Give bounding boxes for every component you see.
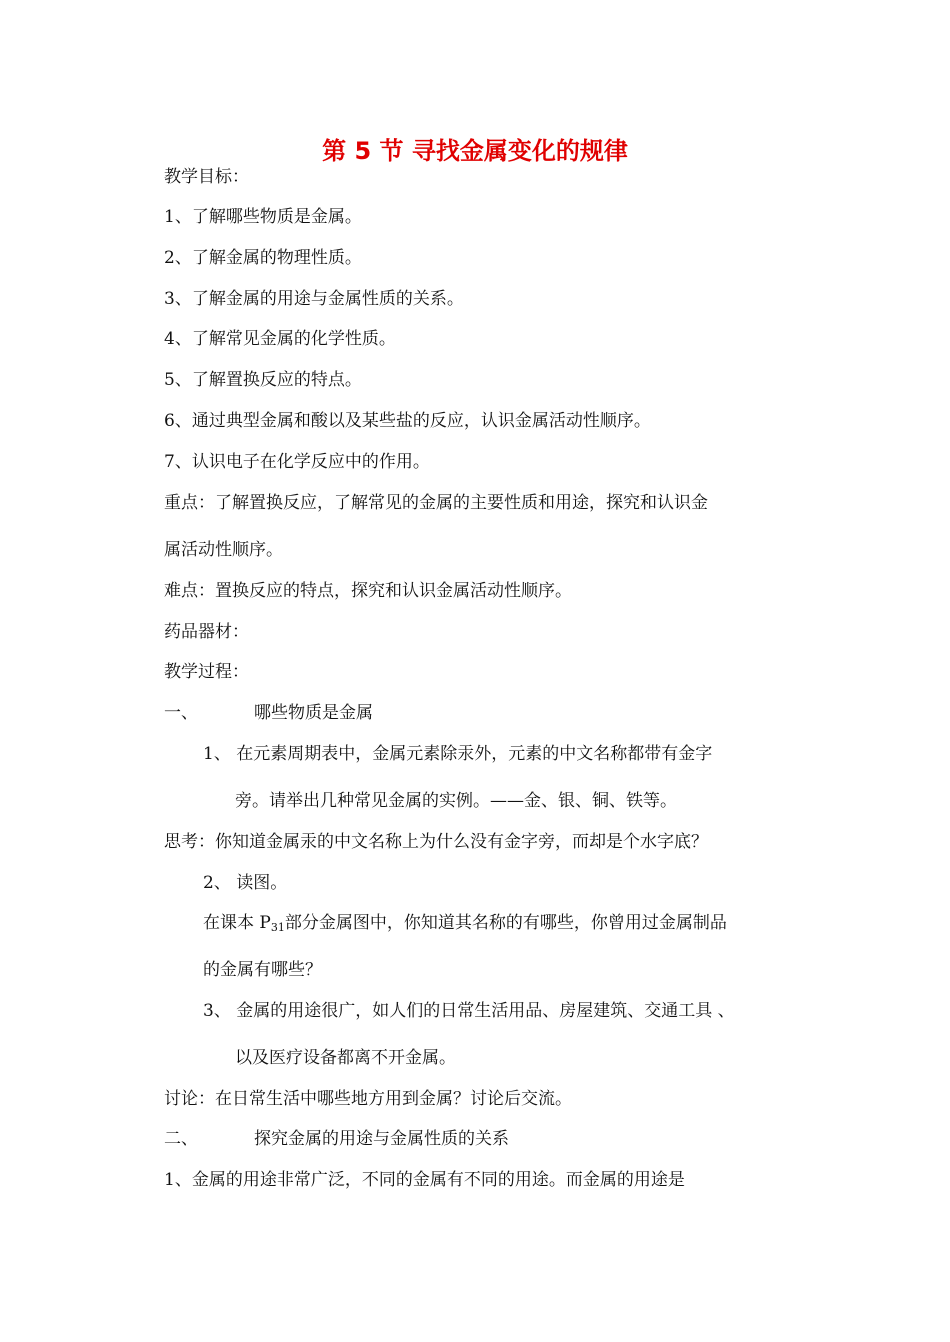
objective-6: 6、通过典型金属和酸以及某些盐的反应，认识金属活动性顺序。 [164,411,651,431]
objective-4: 4、了解常见金属的化学性质。 [164,329,396,349]
item-2-text-b: 部分金属图中，你知道其名称的有哪些，你曾用过金属制品 [284,913,727,933]
key-points-cont: 属活动性顺序。 [164,540,283,560]
section-1-number: 一、 [164,703,198,723]
process-heading: 教学过程： [164,662,249,682]
section-2-number: 二、 [164,1129,198,1149]
section-2-title: 探究金属的用途与金属性质的关系 [254,1129,509,1149]
item-2: 2、 读图。 [203,873,288,893]
page-subscript: 31 [270,921,285,934]
item-2-cont: 的金属有哪些？ [203,960,322,980]
section-2-item-1: 1、金属的用途非常广泛，不同的金属有不同的用途。而金属的用途是 [164,1170,685,1190]
item-3-cont: 以及医疗设备都离不开金属。 [235,1048,456,1068]
objective-5: 5、了解置换反应的特点。 [164,370,362,390]
item-1-cont: 旁。请举出几种常见金属的实例。——金、银、铜、铁等。 [235,791,677,811]
section-2-heading [164,1128,509,1150]
objective-3: 3、了解金属的用途与金属性质的关系。 [164,289,464,309]
document-title: 第 5 节 寻找金属变化的规律 [322,137,628,165]
item-2-text [203,912,727,939]
objectives-heading: 教学目标： [164,167,249,187]
key-points: 重点：了解置换反应，了解常见的金属的主要性质和用途，探究和认识金 [164,493,708,513]
item-3: 3、 金属的用途很广，如人们的日常生活用品、房屋建筑、交通工具 、 [203,1001,735,1021]
objective-7: 7、认识电子在化学反应中的作用。 [164,452,430,472]
section-1-title: 哪些物质是金属 [254,703,373,723]
item-1: 1、 在元素周期表中，金属元素除汞外，元素的中文名称都带有金字 [203,744,713,764]
item-2-text-a: 在课本 P [203,913,271,933]
discussion: 讨论：在日常生活中哪些地方用到金属？讨论后交流。 [164,1089,572,1109]
objective-1: 1、了解哪些物质是金属。 [164,207,362,227]
section-1-heading [164,702,373,724]
objective-2: 2、了解金属的物理性质。 [164,248,362,268]
think-question: 思考：你知道金属汞的中文名称上为什么没有金字旁，而却是个水字底？ [164,832,708,852]
materials-heading: 药品器材： [164,622,249,642]
difficult-points: 难点：置换反应的特点，探究和认识金属活动性顺序。 [164,581,572,601]
